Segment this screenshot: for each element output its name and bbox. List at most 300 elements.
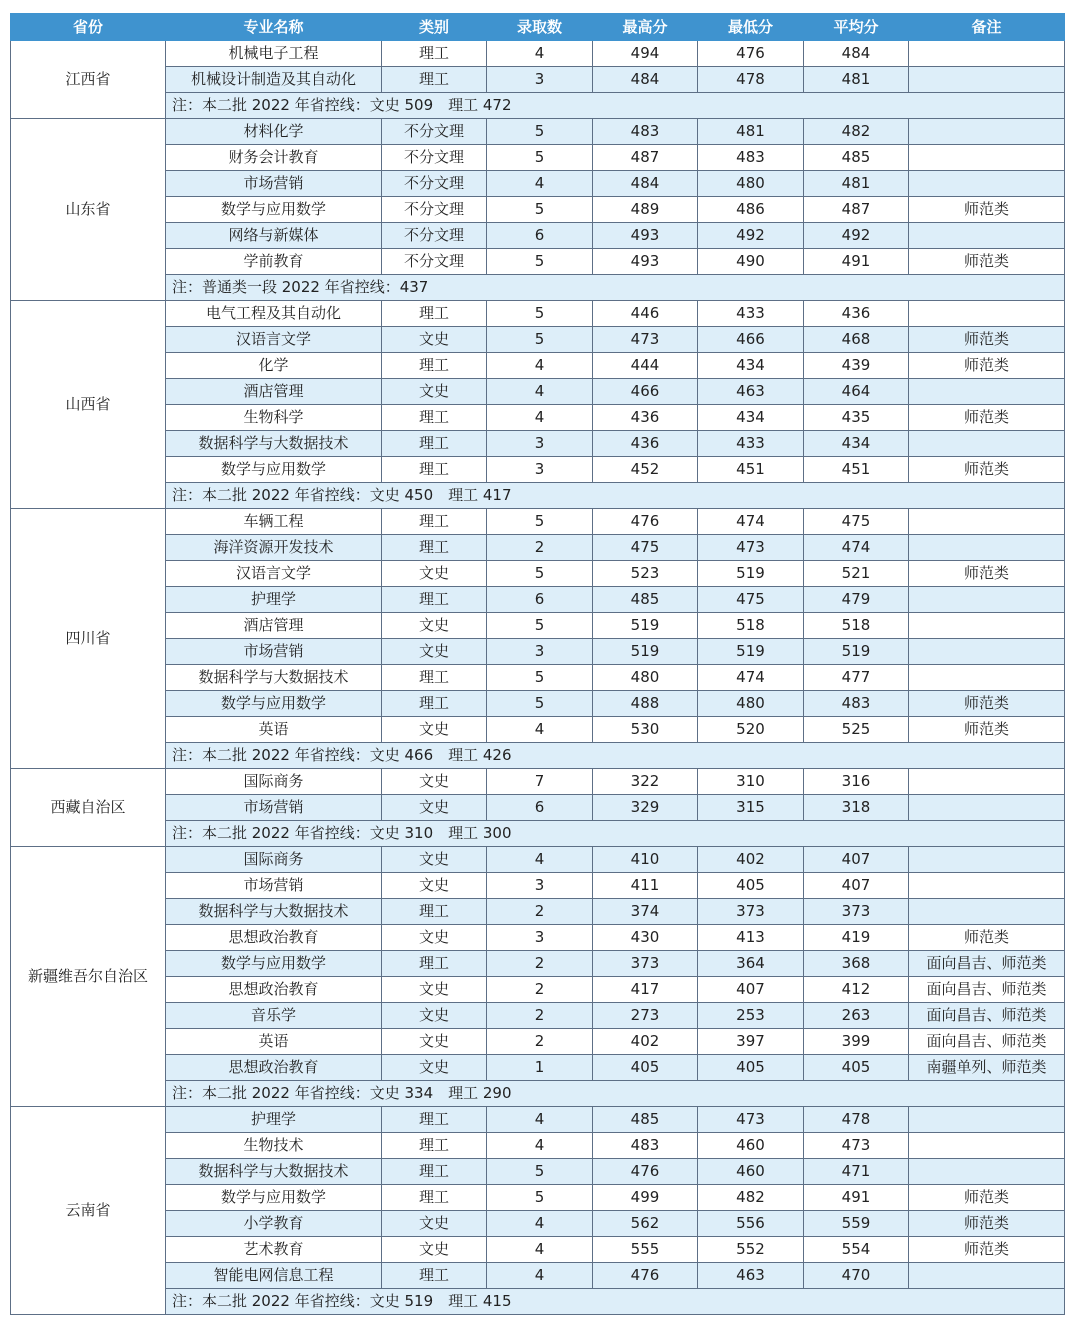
category-cell: 理工: [382, 587, 487, 613]
avg-score-cell: 491: [804, 1185, 909, 1211]
table-row: [11, 327, 1065, 353]
min-score-cell: 474: [698, 665, 804, 691]
max-score-cell: 374: [593, 899, 698, 925]
header-admitted-count: 录取数: [487, 14, 593, 41]
avg-score-cell: 263: [804, 1003, 909, 1029]
category-cell: 理工: [382, 1263, 487, 1289]
admitted-count-cell: 5: [487, 1185, 593, 1211]
min-score-cell: 474: [698, 509, 804, 535]
max-score-cell: 405: [593, 1055, 698, 1081]
max-score-cell: 523: [593, 561, 698, 587]
min-score-cell: 405: [698, 873, 804, 899]
header-category: 类别: [382, 14, 487, 41]
table-row: [11, 301, 1065, 327]
min-score-cell: 520: [698, 717, 804, 743]
min-score-cell: 434: [698, 353, 804, 379]
admitted-count-cell: 4: [487, 405, 593, 431]
admitted-count-cell: 5: [487, 249, 593, 275]
remarks-cell: [909, 1263, 1065, 1289]
admitted-count-cell: 5: [487, 665, 593, 691]
admitted-count-cell: 1: [487, 1055, 593, 1081]
remarks-cell: [909, 145, 1065, 171]
major-cell: 数学与应用数学: [166, 691, 382, 717]
category-cell: 理工: [382, 535, 487, 561]
note-row: [11, 1289, 1065, 1315]
min-score-cell: 451: [698, 457, 804, 483]
note-row: [11, 821, 1065, 847]
table-row: [11, 1237, 1065, 1263]
min-score-cell: 413: [698, 925, 804, 951]
table-row: [11, 1003, 1065, 1029]
admitted-count-cell: 4: [487, 1107, 593, 1133]
avg-score-cell: 316: [804, 769, 909, 795]
category-cell: 理工: [382, 405, 487, 431]
table-row: [11, 691, 1065, 717]
avg-score-cell: 478: [804, 1107, 909, 1133]
max-score-cell: 417: [593, 977, 698, 1003]
max-score-cell: 555: [593, 1237, 698, 1263]
major-cell: 生物技术: [166, 1133, 382, 1159]
major-cell: 思想政治教育: [166, 1055, 382, 1081]
remarks-cell: [909, 873, 1065, 899]
category-cell: 理工: [382, 665, 487, 691]
admitted-count-cell: 5: [487, 561, 593, 587]
remarks-cell: 师范类: [909, 1185, 1065, 1211]
admitted-count-cell: 5: [487, 691, 593, 717]
max-score-cell: 444: [593, 353, 698, 379]
avg-score-cell: 368: [804, 951, 909, 977]
major-cell: 国际商务: [166, 847, 382, 873]
major-cell: 电气工程及其自动化: [166, 301, 382, 327]
remarks-cell: [909, 223, 1065, 249]
remarks-cell: 师范类: [909, 249, 1065, 275]
admitted-count-cell: 3: [487, 639, 593, 665]
min-score-cell: 481: [698, 119, 804, 145]
avg-score-cell: 491: [804, 249, 909, 275]
max-score-cell: 483: [593, 119, 698, 145]
note-row: [11, 743, 1065, 769]
avg-score-cell: 521: [804, 561, 909, 587]
table-row: [11, 1263, 1065, 1289]
table-row: [11, 457, 1065, 483]
category-cell: 文史: [382, 1237, 487, 1263]
avg-score-cell: 407: [804, 873, 909, 899]
category-cell: 文史: [382, 717, 487, 743]
max-score-cell: 484: [593, 67, 698, 93]
min-score-cell: 397: [698, 1029, 804, 1055]
min-score-cell: 407: [698, 977, 804, 1003]
category-cell: 理工: [382, 67, 487, 93]
table-row: [11, 171, 1065, 197]
min-score-cell: 473: [698, 535, 804, 561]
remarks-cell: [909, 769, 1065, 795]
header-remarks: 备注: [909, 14, 1065, 41]
remarks-cell: 师范类: [909, 327, 1065, 353]
min-score-cell: 476: [698, 41, 804, 67]
max-score-cell: 483: [593, 1133, 698, 1159]
admitted-count-cell: 4: [487, 1237, 593, 1263]
max-score-cell: 480: [593, 665, 698, 691]
max-score-cell: 475: [593, 535, 698, 561]
avg-score-cell: 479: [804, 587, 909, 613]
major-cell: 学前教育: [166, 249, 382, 275]
min-score-cell: 519: [698, 561, 804, 587]
min-score-cell: 478: [698, 67, 804, 93]
major-cell: 海洋资源开发技术: [166, 535, 382, 561]
min-score-cell: 518: [698, 613, 804, 639]
remarks-cell: [909, 795, 1065, 821]
max-score-cell: 489: [593, 197, 698, 223]
min-score-cell: 253: [698, 1003, 804, 1029]
admitted-count-cell: 3: [487, 873, 593, 899]
major-cell: 财务会计教育: [166, 145, 382, 171]
province-cell: 山东省: [11, 119, 166, 301]
max-score-cell: 329: [593, 795, 698, 821]
avg-score-cell: 554: [804, 1237, 909, 1263]
min-score-cell: 315: [698, 795, 804, 821]
major-cell: 市场营销: [166, 639, 382, 665]
admitted-count-cell: 2: [487, 1029, 593, 1055]
remarks-cell: 师范类: [909, 925, 1065, 951]
max-score-cell: 476: [593, 1159, 698, 1185]
major-cell: 护理学: [166, 587, 382, 613]
admitted-count-cell: 4: [487, 171, 593, 197]
min-score-cell: 405: [698, 1055, 804, 1081]
avg-score-cell: 464: [804, 379, 909, 405]
remarks-cell: 师范类: [909, 1237, 1065, 1263]
remarks-cell: [909, 41, 1065, 67]
major-cell: 市场营销: [166, 171, 382, 197]
min-score-cell: 483: [698, 145, 804, 171]
avg-score-cell: 468: [804, 327, 909, 353]
major-cell: 数据科学与大数据技术: [166, 1159, 382, 1185]
admitted-count-cell: 5: [487, 145, 593, 171]
major-cell: 数学与应用数学: [166, 1185, 382, 1211]
admitted-count-cell: 5: [487, 327, 593, 353]
category-cell: 理工: [382, 1185, 487, 1211]
control-line-note: 注：本二批 2022 年省控线：文史 509 理工 472: [166, 93, 1065, 119]
admitted-count-cell: 4: [487, 717, 593, 743]
remarks-cell: 师范类: [909, 561, 1065, 587]
admitted-count-cell: 3: [487, 925, 593, 951]
table-row: [11, 1055, 1065, 1081]
max-score-cell: 493: [593, 249, 698, 275]
category-cell: 文史: [382, 847, 487, 873]
province-cell: 新疆维吾尔自治区: [11, 847, 166, 1107]
major-cell: 机械设计制造及其自动化: [166, 67, 382, 93]
max-score-cell: 519: [593, 613, 698, 639]
remarks-cell: [909, 119, 1065, 145]
remarks-cell: 师范类: [909, 717, 1065, 743]
remarks-cell: [909, 171, 1065, 197]
category-cell: 理工: [382, 899, 487, 925]
table-row: [11, 145, 1065, 171]
admitted-count-cell: 3: [487, 431, 593, 457]
admitted-count-cell: 6: [487, 587, 593, 613]
remarks-cell: [909, 847, 1065, 873]
avg-score-cell: 470: [804, 1263, 909, 1289]
category-cell: 文史: [382, 1003, 487, 1029]
min-score-cell: 373: [698, 899, 804, 925]
admitted-count-cell: 5: [487, 301, 593, 327]
table-row: [11, 379, 1065, 405]
avg-score-cell: 474: [804, 535, 909, 561]
admitted-count-cell: 4: [487, 41, 593, 67]
min-score-cell: 486: [698, 197, 804, 223]
admitted-count-cell: 4: [487, 353, 593, 379]
table-row: [11, 431, 1065, 457]
province-cell: 山西省: [11, 301, 166, 509]
min-score-cell: 463: [698, 379, 804, 405]
remarks-cell: 师范类: [909, 457, 1065, 483]
remarks-cell: [909, 67, 1065, 93]
min-score-cell: 490: [698, 249, 804, 275]
avg-score-cell: 419: [804, 925, 909, 951]
category-cell: 文史: [382, 977, 487, 1003]
avg-score-cell: 451: [804, 457, 909, 483]
avg-score-cell: 412: [804, 977, 909, 1003]
avg-score-cell: 519: [804, 639, 909, 665]
admitted-count-cell: 5: [487, 1159, 593, 1185]
max-score-cell: 476: [593, 1263, 698, 1289]
table-body: [11, 41, 1065, 1315]
avg-score-cell: 435: [804, 405, 909, 431]
province-cell: 云南省: [11, 1107, 166, 1315]
min-score-cell: 519: [698, 639, 804, 665]
category-cell: 理工: [382, 431, 487, 457]
admitted-count-cell: 3: [487, 67, 593, 93]
major-cell: 数学与应用数学: [166, 197, 382, 223]
table-row: [11, 561, 1065, 587]
max-score-cell: 466: [593, 379, 698, 405]
remarks-cell: [909, 379, 1065, 405]
remarks-cell: 师范类: [909, 197, 1065, 223]
category-cell: 文史: [382, 639, 487, 665]
table-row: [11, 509, 1065, 535]
max-score-cell: 446: [593, 301, 698, 327]
category-cell: 文史: [382, 873, 487, 899]
admitted-count-cell: 2: [487, 1003, 593, 1029]
admission-score-table: [10, 13, 1065, 1315]
major-cell: 酒店管理: [166, 613, 382, 639]
table-row: [11, 119, 1065, 145]
admitted-count-cell: 6: [487, 223, 593, 249]
max-score-cell: 530: [593, 717, 698, 743]
header-province: 省份: [11, 14, 166, 41]
province-cell: 西藏自治区: [11, 769, 166, 847]
major-cell: 英语: [166, 1029, 382, 1055]
admitted-count-cell: 4: [487, 847, 593, 873]
remarks-cell: [909, 1107, 1065, 1133]
min-score-cell: 552: [698, 1237, 804, 1263]
note-row: [11, 483, 1065, 509]
table-row: [11, 41, 1065, 67]
min-score-cell: 482: [698, 1185, 804, 1211]
max-score-cell: 452: [593, 457, 698, 483]
category-cell: 文史: [382, 1055, 487, 1081]
avg-score-cell: 559: [804, 1211, 909, 1237]
control-line-note: 注：普通类一段 2022 年省控线：437: [166, 275, 1065, 301]
max-score-cell: 484: [593, 171, 698, 197]
avg-score-cell: 525: [804, 717, 909, 743]
avg-score-cell: 481: [804, 171, 909, 197]
remarks-cell: 面向昌吉、师范类: [909, 1029, 1065, 1055]
admitted-count-cell: 5: [487, 119, 593, 145]
category-cell: 文史: [382, 561, 487, 587]
major-cell: 材料化学: [166, 119, 382, 145]
remarks-cell: 师范类: [909, 691, 1065, 717]
admitted-count-cell: 5: [487, 509, 593, 535]
admitted-count-cell: 7: [487, 769, 593, 795]
control-line-note: 注：本二批 2022 年省控线：文史 450 理工 417: [166, 483, 1065, 509]
table-row: [11, 977, 1065, 1003]
remarks-cell: 面向昌吉、师范类: [909, 977, 1065, 1003]
table-row: [11, 1159, 1065, 1185]
major-cell: 车辆工程: [166, 509, 382, 535]
major-cell: 小学教育: [166, 1211, 382, 1237]
table-row: [11, 197, 1065, 223]
major-cell: 数据科学与大数据技术: [166, 899, 382, 925]
avg-score-cell: 434: [804, 431, 909, 457]
max-score-cell: 562: [593, 1211, 698, 1237]
max-score-cell: 488: [593, 691, 698, 717]
remarks-cell: 面向昌吉、师范类: [909, 1003, 1065, 1029]
major-cell: 数据科学与大数据技术: [166, 431, 382, 457]
remarks-cell: [909, 587, 1065, 613]
admitted-count-cell: 2: [487, 951, 593, 977]
table-row: [11, 665, 1065, 691]
min-score-cell: 463: [698, 1263, 804, 1289]
major-cell: 音乐学: [166, 1003, 382, 1029]
max-score-cell: 430: [593, 925, 698, 951]
table-row: [11, 353, 1065, 379]
admitted-count-cell: 5: [487, 197, 593, 223]
major-cell: 数据科学与大数据技术: [166, 665, 382, 691]
table-row: [11, 639, 1065, 665]
province-cell: 四川省: [11, 509, 166, 769]
major-cell: 市场营销: [166, 873, 382, 899]
max-score-cell: 476: [593, 509, 698, 535]
category-cell: 理工: [382, 457, 487, 483]
major-cell: 数学与应用数学: [166, 457, 382, 483]
avg-score-cell: 473: [804, 1133, 909, 1159]
table-row: [11, 873, 1065, 899]
min-score-cell: 364: [698, 951, 804, 977]
note-row: [11, 275, 1065, 301]
max-score-cell: 436: [593, 431, 698, 457]
major-cell: 思想政治教育: [166, 977, 382, 1003]
table-row: [11, 613, 1065, 639]
remarks-cell: 师范类: [909, 405, 1065, 431]
table-row: [11, 67, 1065, 93]
major-cell: 汉语言文学: [166, 327, 382, 353]
note-row: [11, 1081, 1065, 1107]
major-cell: 国际商务: [166, 769, 382, 795]
max-score-cell: 493: [593, 223, 698, 249]
max-score-cell: 410: [593, 847, 698, 873]
category-cell: 理工: [382, 301, 487, 327]
category-cell: 不分文理: [382, 171, 487, 197]
major-cell: 机械电子工程: [166, 41, 382, 67]
control-line-note: 注：本二批 2022 年省控线：文史 466 理工 426: [166, 743, 1065, 769]
avg-score-cell: 492: [804, 223, 909, 249]
max-score-cell: 519: [593, 639, 698, 665]
remarks-cell: 南疆单列、师范类: [909, 1055, 1065, 1081]
header-avg-score: 平均分: [804, 14, 909, 41]
avg-score-cell: 405: [804, 1055, 909, 1081]
max-score-cell: 273: [593, 1003, 698, 1029]
category-cell: 文史: [382, 1211, 487, 1237]
table-row: [11, 1029, 1065, 1055]
min-score-cell: 310: [698, 769, 804, 795]
avg-score-cell: 483: [804, 691, 909, 717]
min-score-cell: 473: [698, 1107, 804, 1133]
control-line-note: 注：本二批 2022 年省控线：文史 334 理工 290: [166, 1081, 1065, 1107]
table-row: [11, 1185, 1065, 1211]
avg-score-cell: 407: [804, 847, 909, 873]
admitted-count-cell: 3: [487, 457, 593, 483]
avg-score-cell: 399: [804, 1029, 909, 1055]
avg-score-cell: 485: [804, 145, 909, 171]
major-cell: 艺术教育: [166, 1237, 382, 1263]
admission-table-container: [10, 13, 1064, 1315]
max-score-cell: 485: [593, 587, 698, 613]
category-cell: 不分文理: [382, 249, 487, 275]
max-score-cell: 485: [593, 1107, 698, 1133]
table-header-row: [11, 14, 1065, 41]
max-score-cell: 473: [593, 327, 698, 353]
table-row: [11, 587, 1065, 613]
max-score-cell: 487: [593, 145, 698, 171]
category-cell: 不分文理: [382, 145, 487, 171]
admitted-count-cell: 5: [487, 613, 593, 639]
remarks-cell: [909, 431, 1065, 457]
avg-score-cell: 373: [804, 899, 909, 925]
max-score-cell: 499: [593, 1185, 698, 1211]
avg-score-cell: 484: [804, 41, 909, 67]
table-row: [11, 717, 1065, 743]
major-cell: 市场营销: [166, 795, 382, 821]
min-score-cell: 433: [698, 431, 804, 457]
remarks-cell: [909, 509, 1065, 535]
category-cell: 理工: [382, 509, 487, 535]
remarks-cell: 师范类: [909, 353, 1065, 379]
remarks-cell: [909, 535, 1065, 561]
avg-score-cell: 475: [804, 509, 909, 535]
category-cell: 文史: [382, 327, 487, 353]
major-cell: 护理学: [166, 1107, 382, 1133]
admitted-count-cell: 6: [487, 795, 593, 821]
min-score-cell: 402: [698, 847, 804, 873]
category-cell: 理工: [382, 691, 487, 717]
admitted-count-cell: 4: [487, 379, 593, 405]
table-row: [11, 847, 1065, 873]
avg-score-cell: 436: [804, 301, 909, 327]
category-cell: 文史: [382, 925, 487, 951]
admitted-count-cell: 4: [487, 1211, 593, 1237]
min-score-cell: 492: [698, 223, 804, 249]
header-min-score: 最低分: [698, 14, 804, 41]
major-cell: 化学: [166, 353, 382, 379]
min-score-cell: 433: [698, 301, 804, 327]
max-score-cell: 436: [593, 405, 698, 431]
category-cell: 文史: [382, 1029, 487, 1055]
avg-score-cell: 481: [804, 67, 909, 93]
category-cell: 理工: [382, 41, 487, 67]
major-cell: 思想政治教育: [166, 925, 382, 951]
admitted-count-cell: 4: [487, 1133, 593, 1159]
avg-score-cell: 482: [804, 119, 909, 145]
